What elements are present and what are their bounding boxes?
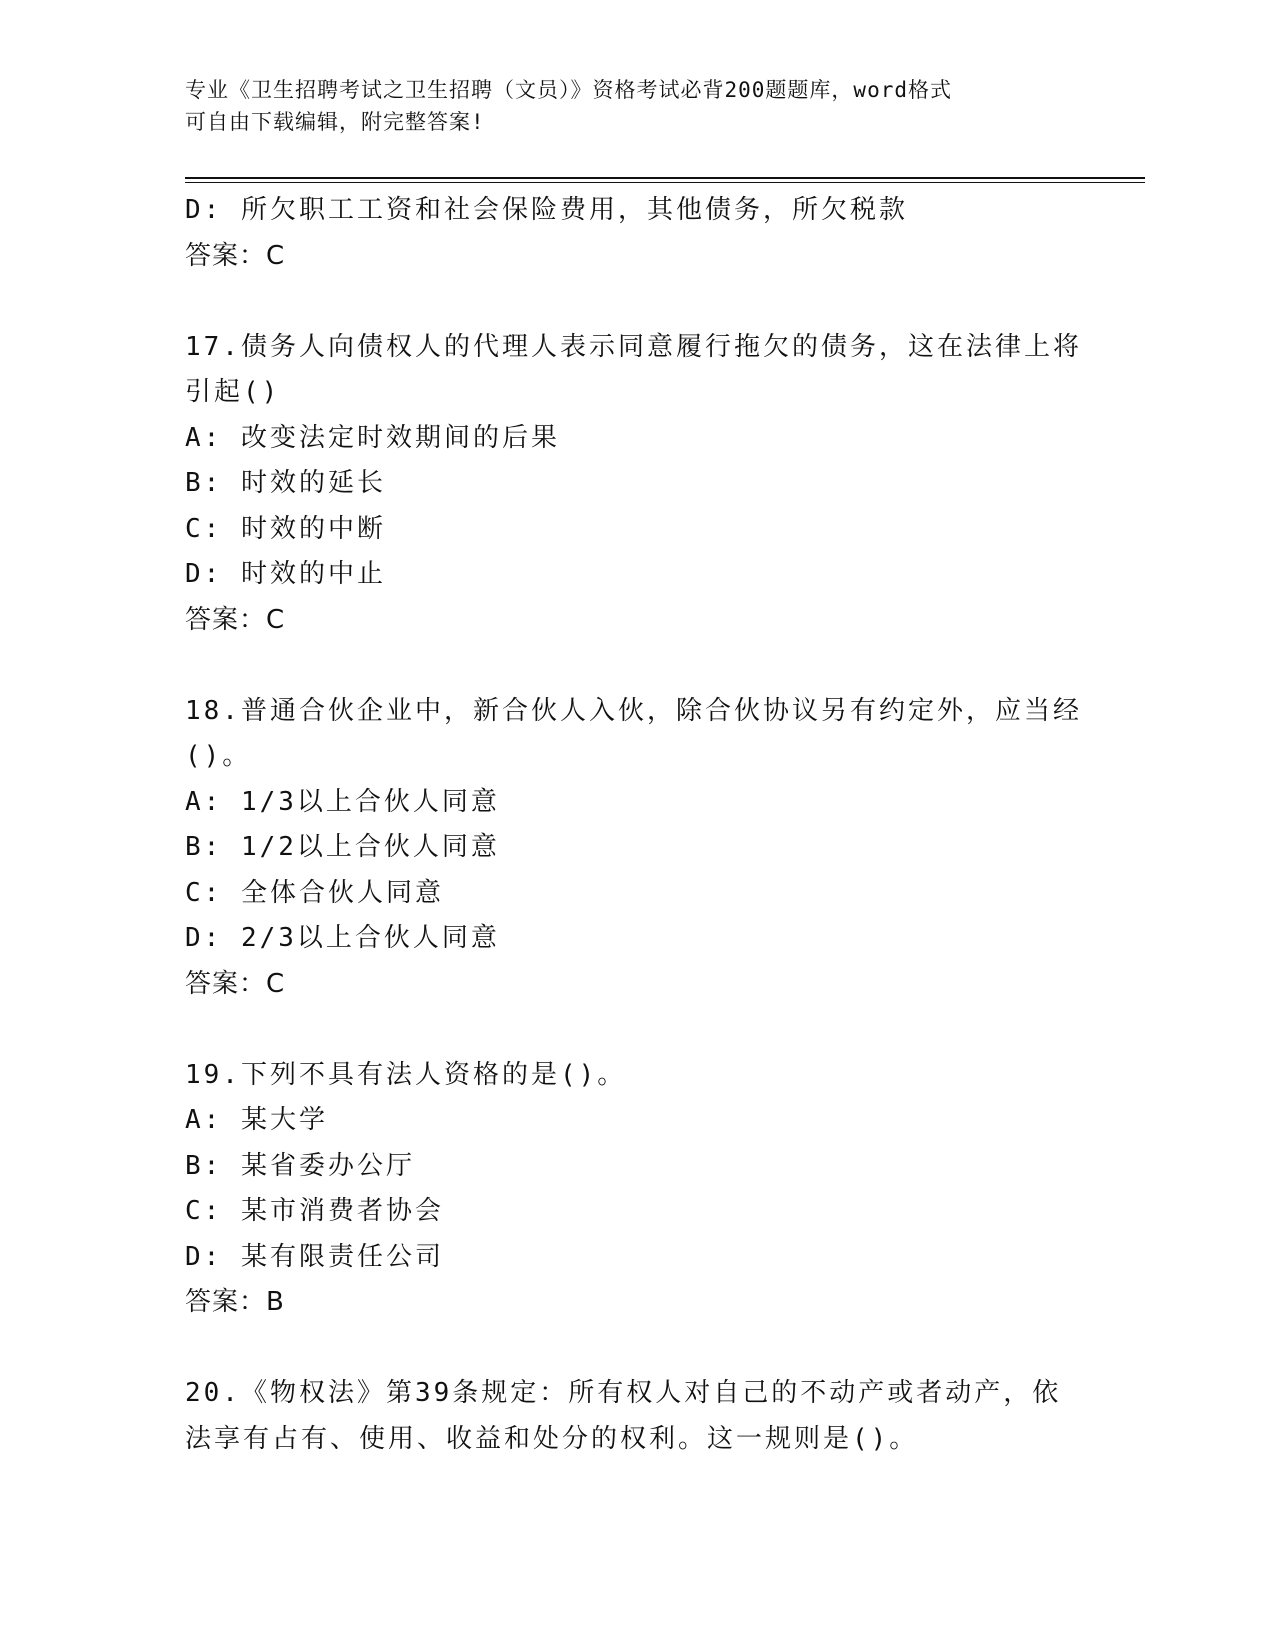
header-line-1: 专业《卫生招聘考试之卫生招聘（文员）》资格考试必背200题题库，word格式 — [185, 78, 952, 102]
header-rule-thin — [185, 182, 1145, 183]
q18-option-a: A: 1/3以上合伙人同意 — [185, 786, 500, 817]
question-16 — [185, 188, 1085, 279]
q17-option-a: A: 改变法定时效期间的后果 — [185, 422, 560, 453]
spacer — [185, 1007, 1085, 1053]
q20-stem-line-2: 法享有占有、使用、收益和处分的权利。这一规则是()。 — [185, 1423, 919, 1454]
q20-stem-line-1: 20.《物权法》第39条规定：所有权人对自己的不动产或者动产，依 — [185, 1378, 1062, 1408]
q18-answer: 答案：C — [185, 968, 286, 999]
q16-answer: 答案：C — [185, 240, 286, 271]
q17-stem-line-2: 引起() — [185, 377, 281, 407]
q18-option-b: B: 1/2以上合伙人同意 — [185, 832, 500, 862]
question-list — [185, 188, 1085, 1462]
q18-option-c: C: 全体合伙人同意 — [185, 877, 444, 908]
q18-stem-line-2: ()。 — [185, 741, 252, 771]
spacer — [185, 643, 1085, 689]
question-18 — [185, 689, 1085, 1008]
q17-answer: 答案：C — [185, 604, 286, 635]
q19-option-c: C: 某市消费者协会 — [185, 1196, 444, 1226]
q18-stem-line-1: 18.普通合伙企业中，新合伙人入伙，除合伙协议另有约定外，应当经 — [185, 695, 1082, 726]
q19-option-d: D: 某有限责任公司 — [185, 1241, 444, 1272]
spacer — [185, 1326, 1085, 1372]
q17-option-d: D: 时效的中止 — [185, 559, 386, 589]
question-19 — [185, 1053, 1085, 1326]
q17-option-b: B: 时效的延长 — [185, 468, 386, 498]
q19-stem-line-1: 19.下列不具有法人资格的是()。 — [185, 1059, 627, 1090]
q16-option-d: D: 所欠职工工资和社会保险费用，其他债务，所欠税款 — [185, 195, 908, 225]
q17-stem-line-1: 17.债务人向债权人的代理人表示同意履行拖欠的债务，这在法律上将 — [185, 331, 1082, 362]
q18-option-d: D: 2/3以上合伙人同意 — [185, 923, 500, 953]
q19-answer: 答案：B — [185, 1287, 285, 1317]
q19-option-a: A: 某大学 — [185, 1105, 328, 1135]
header-rule-thick — [185, 177, 1145, 179]
question-17 — [185, 325, 1085, 644]
spacer — [185, 279, 1085, 325]
q19-option-b: B: 某省委办公厅 — [185, 1150, 415, 1181]
header-line-2: 可自由下载编辑，附完整答案! — [185, 110, 485, 134]
question-20 — [185, 1371, 1085, 1462]
q17-option-c: C: 时效的中断 — [185, 513, 386, 544]
document-header — [185, 74, 1065, 138]
